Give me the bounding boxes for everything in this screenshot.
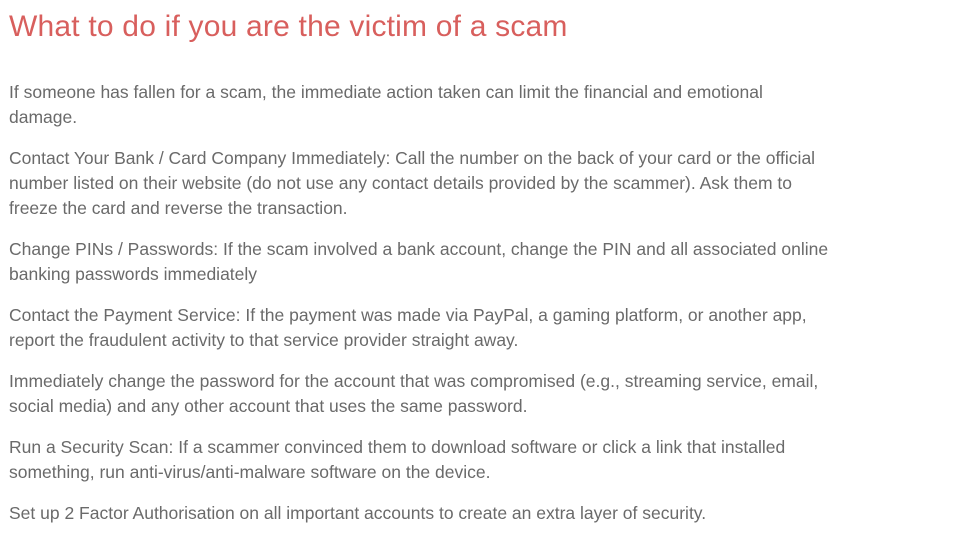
paragraph-security-scan (9, 435, 952, 485)
paragraph-line: banking passwords immediately (9, 264, 258, 284)
paragraph-line: something, run anti-virus/anti-malware software on the device. (9, 462, 491, 482)
paragraph-line: number listed on their website (do not use any contact details provided by the scammer). Ask them to (9, 173, 793, 193)
page-title: What to do if you are the victim of a scam (9, 10, 568, 43)
paragraph-line: Contact the Payment Service: If the payment was made via PayPal, a gaming platform, or another app, (9, 305, 807, 325)
paragraph-line: Change PINs / Passwords: If the scam involved a bank account, change the PIN and all associated online (9, 239, 829, 259)
paragraph-change-pins (9, 237, 952, 287)
paragraph-line: Run a Security Scan: If a scammer convinced them to download software or click a link that installed (9, 437, 786, 457)
paragraph-change-password (9, 369, 952, 419)
paragraph-intro (9, 80, 952, 130)
paragraph-two-factor (9, 501, 952, 526)
paragraph-contact-payment-service (9, 303, 952, 353)
paragraph-line: If someone has fallen for a scam, the immediate action taken can limit the financial and emotional (9, 82, 763, 102)
paragraph-line: Immediately change the password for the account that was compromised (e.g., streaming service, email, (9, 371, 819, 391)
paragraph-line: freeze the card and reverse the transaction. (9, 198, 348, 218)
paragraph-line: damage. (9, 107, 78, 127)
paragraph-line: report the fraudulent activity to that service provider straight away. (9, 330, 519, 350)
paragraph-line: social media) and any other account that uses the same password. (9, 396, 528, 416)
paragraph-line: Contact Your Bank / Card Company Immediately: Call the number on the back of your card or the official (9, 148, 816, 168)
paragraph-line: Set up 2 Factor Authorisation on all important accounts to create an extra layer of security. (9, 503, 707, 523)
paragraph-contact-bank (9, 146, 952, 221)
